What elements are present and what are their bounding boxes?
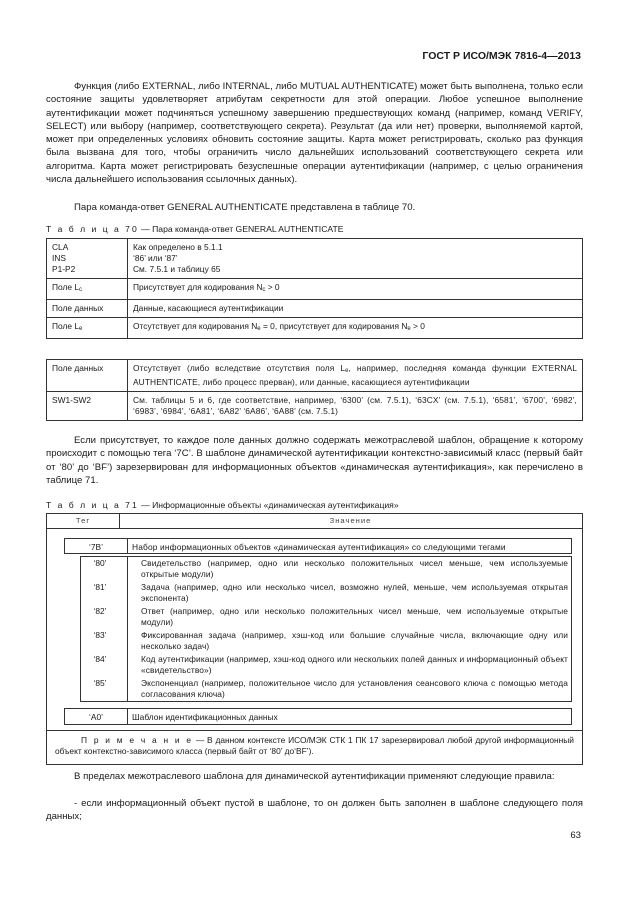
- table70-command: [46, 238, 583, 339]
- table-row: ‘82’ Ответ (например, одно или несколько положительных чисел меньше, чем используемые открытые модули): [93, 606, 568, 627]
- bottom-paragraph-2: - если информационный объект пустой в шаблоне, то он должен быть заполнен в шаблоне следующего поля данных;: [46, 798, 583, 823]
- resp-data-value: Отсутствует (либо вследствие отсутствия поля Le, например, последняя команда функции EXTERNAL AUTHENTICATE, либо процесс прерван), или данные, касающиеся аутентификации: [128, 360, 583, 392]
- table70-response: [46, 359, 583, 421]
- intro-paragraph-2: Пара команда-ответ GENERAL AUTHENTICATE представлена в таблице 70.: [74, 202, 416, 213]
- col-value-header: Значение: [329, 516, 372, 525]
- cmd-labels-cell: CLA INS P1-P2: [47, 239, 128, 279]
- document-header: ГОСТ Р ИСО/МЭК 7816-4—2013: [422, 50, 581, 62]
- bottom-paragraph-1: В пределах межотраслевого шаблона для динамической аутентификации применяют следующие правила:: [74, 771, 555, 782]
- sw-value: См. таблицы 5 и 6, где соответствие, например, ‘6300’ (см. 7.5.1), ‘63CX’ (см. 7.5.1), ‘6581’, ‘6700’, ‘6982’, ‘6983’, ‘6984’, ‘6A81’, ‘6A82’ ‘6A86’, ‘6A88’ (см. 7.5.1): [128, 392, 583, 421]
- resp-data-label: Поле данных: [47, 360, 128, 392]
- table-row: [47, 239, 583, 279]
- table71-frame: [46, 513, 583, 765]
- table71-caption: Т а б л и ц а 71 — Информационные объекты «динамическая аутентификация»: [46, 500, 399, 510]
- data-label: Поле данных: [47, 300, 128, 318]
- sw-label: SW1-SW2: [47, 392, 128, 421]
- table71-header: [47, 514, 582, 529]
- table-row: ‘85’ Экспоненциал (например, положительное число для установления сеансового ключа с помощью метода согласования ключа): [93, 678, 568, 699]
- le-label: Поле Le: [47, 318, 128, 339]
- lc-value: Присутствует для кодирования Nc > 0: [128, 279, 583, 300]
- table71-items: [64, 557, 572, 701]
- table-row-7b: ‘7B’ Набор информационных объектов «динамическая аутентификация» со следующими тегами: [64, 538, 572, 554]
- mid-paragraph: Если присутствует, то каждое поле данных должно содержать межотраслевой шаблон, обращение к которому происходит с помощью тега ‘7C’. В шаблоне динамической аутентификации контекстно-зависимый класс (первый байт от ‘80’ до ‘BF’) зарезервирован для информационных объектов «динамическая аутентификация», как перечислено в таблице 71.: [46, 435, 583, 486]
- table-row: [47, 318, 583, 339]
- table-row: [47, 392, 583, 421]
- table-row: ‘83’ Фиксированная задача (например, хэш-код или большие случайные числа, включающие одну или несколько задач): [93, 630, 568, 651]
- table-row-a0: ‘A0’ Шаблон идентификационных данных: [64, 708, 572, 725]
- le-value: Отсутствует для кодирования Ne = 0, присутствует для кодирования Ne > 0: [128, 318, 583, 339]
- data-value: Данные, касающиеся аутентификации: [128, 300, 583, 318]
- table-row: ‘84’ Код аутентификации (например, хэш-код одного или нескольких полей данных и информационный объект «свидетельство»): [93, 654, 568, 675]
- table-row: ‘81’ Задача (например, одно или несколько чисел, возможно нулей, меньше, чем используемая открытая экспонента): [93, 582, 568, 603]
- page-number: 63: [570, 830, 581, 841]
- cmd-values-cell: Как определено в 5.1.1 ‘86’ или ‘87’ См. 7.5.1 и таблицу 65: [128, 239, 583, 279]
- table-row: [47, 279, 583, 300]
- table-row: [47, 300, 583, 318]
- table70-caption: Т а б л и ц а 70 — Пара команда-ответ GENERAL AUTHENTICATE: [46, 224, 344, 234]
- col-tag-header: Тег: [47, 514, 120, 528]
- lc-label: Поле Lc: [47, 279, 128, 300]
- table-row: [47, 360, 583, 392]
- intro-paragraph-1: Функция (либо EXTERNAL, либо INTERNAL, либо MUTUAL AUTHENTICATE) может быть выполнена, только если состояние защиты удовлетворяет атрибутам секретности для этой операции. Любое успешное выполнение аутентификации может подчиняться успешному завершению предшествующих команд (например, команд VERIFY, SELECT) или выбору (например, соответствующего секрета). Результат (да или нет) проверки, выполняемой картой, может при определенных условиях обновить состояние защиты. Карта может регистрировать, сколько раз функция была вызвана для того, чтобы ограничить число дальнейших использований соответствующего секрета или алгоритма. Карта может регистрировать безуспешные операции аутентификации (например, с целью ограничения числа дальнейшего использования ссылочных данных).: [46, 81, 583, 186]
- table71-note: П р и м е ч а н и е — В данном контексте ИСО/МЭК СТК 1 ПК 17 зарезервировал любой другой информационный объект контекстно-зависимого класса (первый байт от ‘80’ до‘BF’).: [47, 730, 582, 757]
- table-row: ‘80’ Свидетельство (например, одно или несколько положительных чисел меньше, чем используемые открытые модули): [93, 558, 568, 579]
